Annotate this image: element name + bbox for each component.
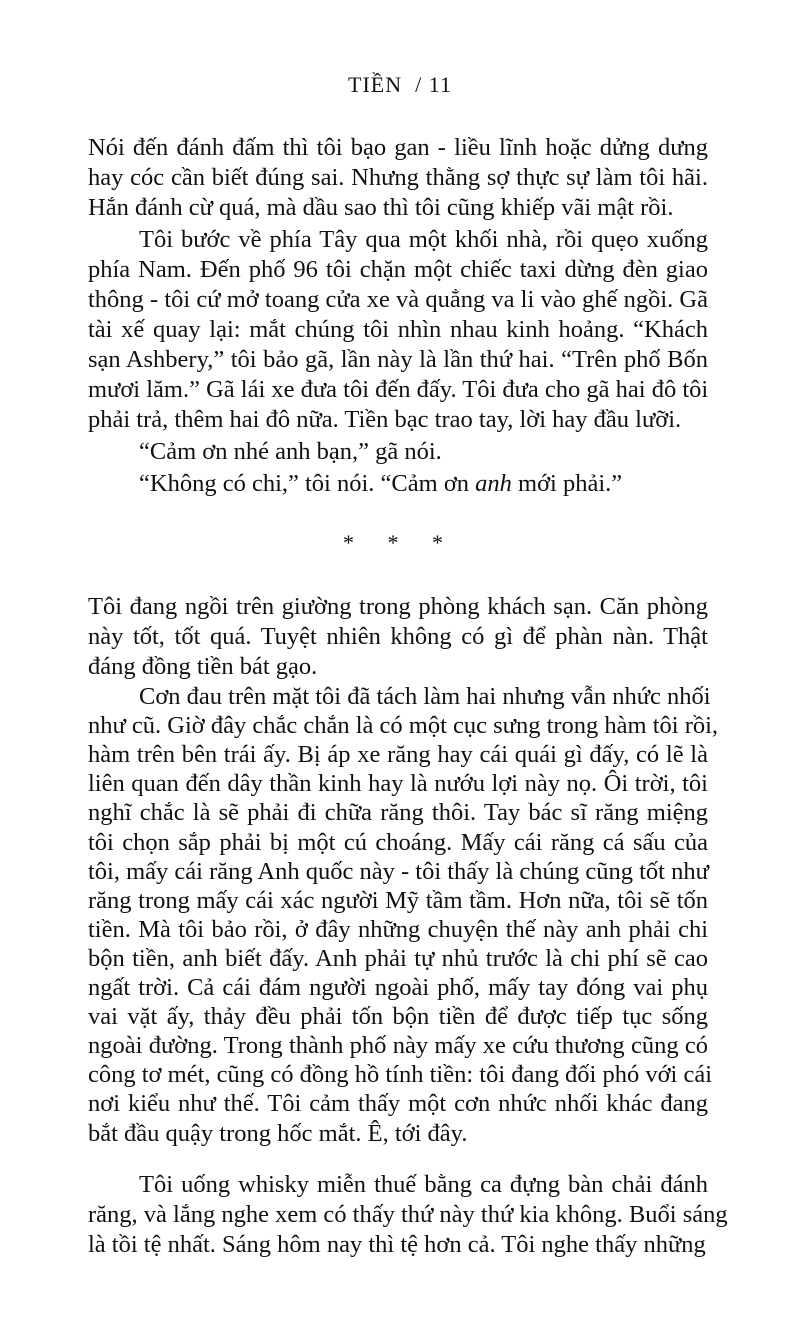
text-line: [139, 469, 708, 499]
text-segment: mới phải.”: [511, 470, 623, 497]
text-line: công tơ mét, cũng có đồng hồ tính tiền: tôi đang đối phó với cái: [88, 1061, 713, 1089]
text-line: Tôi bước về phía Tây qua một khối nhà, rồi quẹo xuống: [139, 226, 708, 253]
text-line: thông - tôi cứ mở toang cửa xe và quẳng va li vào ghế ngồi. Gã: [88, 286, 708, 313]
text-line: tài xế quay lại: mắt chúng tôi nhìn nhau kinh hoảng. “Khách: [88, 316, 708, 343]
text-line: răng trong mấy cái xác người Mỹ tầm tầm. Hơn nữa, tôi sẽ tốn: [88, 886, 708, 914]
section-break: * * *: [343, 530, 457, 555]
text-line: hay cóc cần biết đúng sai. Nhưng thằng sợ thực sự làm tôi hãi.: [88, 164, 708, 191]
text-segment: “Không có chi,” tôi nói. “Cảm ơn: [139, 470, 476, 497]
text-line: tôi chọn sắp phải bị một cú choáng. Mấy cái răng cá sấu của: [88, 828, 708, 856]
text-line: đáng đồng tiền bát gạo.: [88, 653, 318, 680]
text-line: là tồi tệ nhất. Sáng hôm nay thì tệ hơn cả. Tôi nghe thấy những: [88, 1231, 706, 1258]
text-line: mươi lăm.” Gã lái xe đưa tôi đến đấy. Tôi đưa cho gã hai đô tôi: [88, 376, 709, 403]
text-line: sạn Ashbery,” tôi bảo gã, lần này là lần thứ hai. “Trên phố Bốn: [88, 346, 708, 373]
text-line: này tốt, tốt quá. Tuyệt nhiên không có gì để phàn nàn. Thật: [88, 623, 708, 650]
text-line: Hắn đánh cừ quá, mà dầu sao thì tôi cũng khiếp vãi mật rồi.: [88, 194, 674, 221]
text-line: nghĩ chắc là sẽ phải đi chữa răng thôi. Tay bác sĩ răng miệng: [88, 799, 708, 827]
header-separator: /: [415, 72, 423, 97]
text-line: “Cảm ơn nhé anh bạn,” gã nói.: [139, 438, 442, 465]
text-line: liên quan đến dây thần kinh hay là nướu lợi này nọ. Ôi trời, tôi: [88, 770, 708, 798]
text-line: tiền. Mà tôi bảo rồi, ở đây những chuyện thế này anh phải chi: [88, 915, 708, 943]
page-number: 11: [428, 72, 452, 97]
text-line: nơi kiểu như thế. Tôi cảm thấy một cơn nhức nhối khác đang: [88, 1090, 708, 1118]
text-line: vai vặt ấy, thảy đều phải tốn bộn tiền để được tiếp tục sống: [88, 1003, 708, 1031]
text-line: phía Nam. Đến phố 96 tôi chặn một chiếc taxi dừng đèn giao: [88, 256, 708, 283]
italic-emphasis: anh: [475, 470, 512, 497]
text-line: bắt đầu quậy trong hốc mắt. Ê, tới đây.: [88, 1119, 468, 1147]
text-line: bộn tiền, anh biết đấy. Anh phải tự nhủ trước là chi phí sẽ cao: [88, 944, 708, 972]
running-header: [0, 72, 800, 98]
text-line: ngoài đường. Trong thành phố này mấy xe cứu thương cũng có: [88, 1032, 708, 1060]
text-line: răng, và lắng nghe xem có thấy thứ này thứ kia không. Buổi sáng: [88, 1201, 728, 1228]
text-line: Tôi đang ngồi trên giường trong phòng khách sạn. Căn phòng: [88, 593, 708, 620]
running-title: TIỀN: [348, 72, 403, 97]
text-line: phải trả, thêm hai đô nữa. Tiền bạc trao tay, lời hay đầu lưỡi.: [88, 406, 682, 433]
text-line: Cơn đau trên mặt tôi đã tách làm hai nhưng vẫn nhức nhối: [139, 683, 711, 710]
text-line: tôi, mấy cái răng Anh quốc này - tôi thấy là chúng cũng tốt như: [88, 857, 709, 885]
text-line: Tôi uống whisky miễn thuế bằng ca đựng bàn chải đánh: [139, 1171, 708, 1198]
text-line: Nói đến đánh đấm thì tôi bạo gan - liều lĩnh hoặc dửng dưng: [88, 134, 708, 161]
text-line: ngất trời. Cả cái đám người ngoài phố, mấy tay đóng vai phụ: [88, 974, 708, 1001]
text-line: hàm trên bên trái ấy. Bị áp xe răng hay cái quái gì đấy, có lẽ là: [88, 741, 708, 769]
text-line: như cũ. Giờ đây chắc chắn là có một cục sưng trong hàm tôi rồi,: [88, 712, 719, 740]
